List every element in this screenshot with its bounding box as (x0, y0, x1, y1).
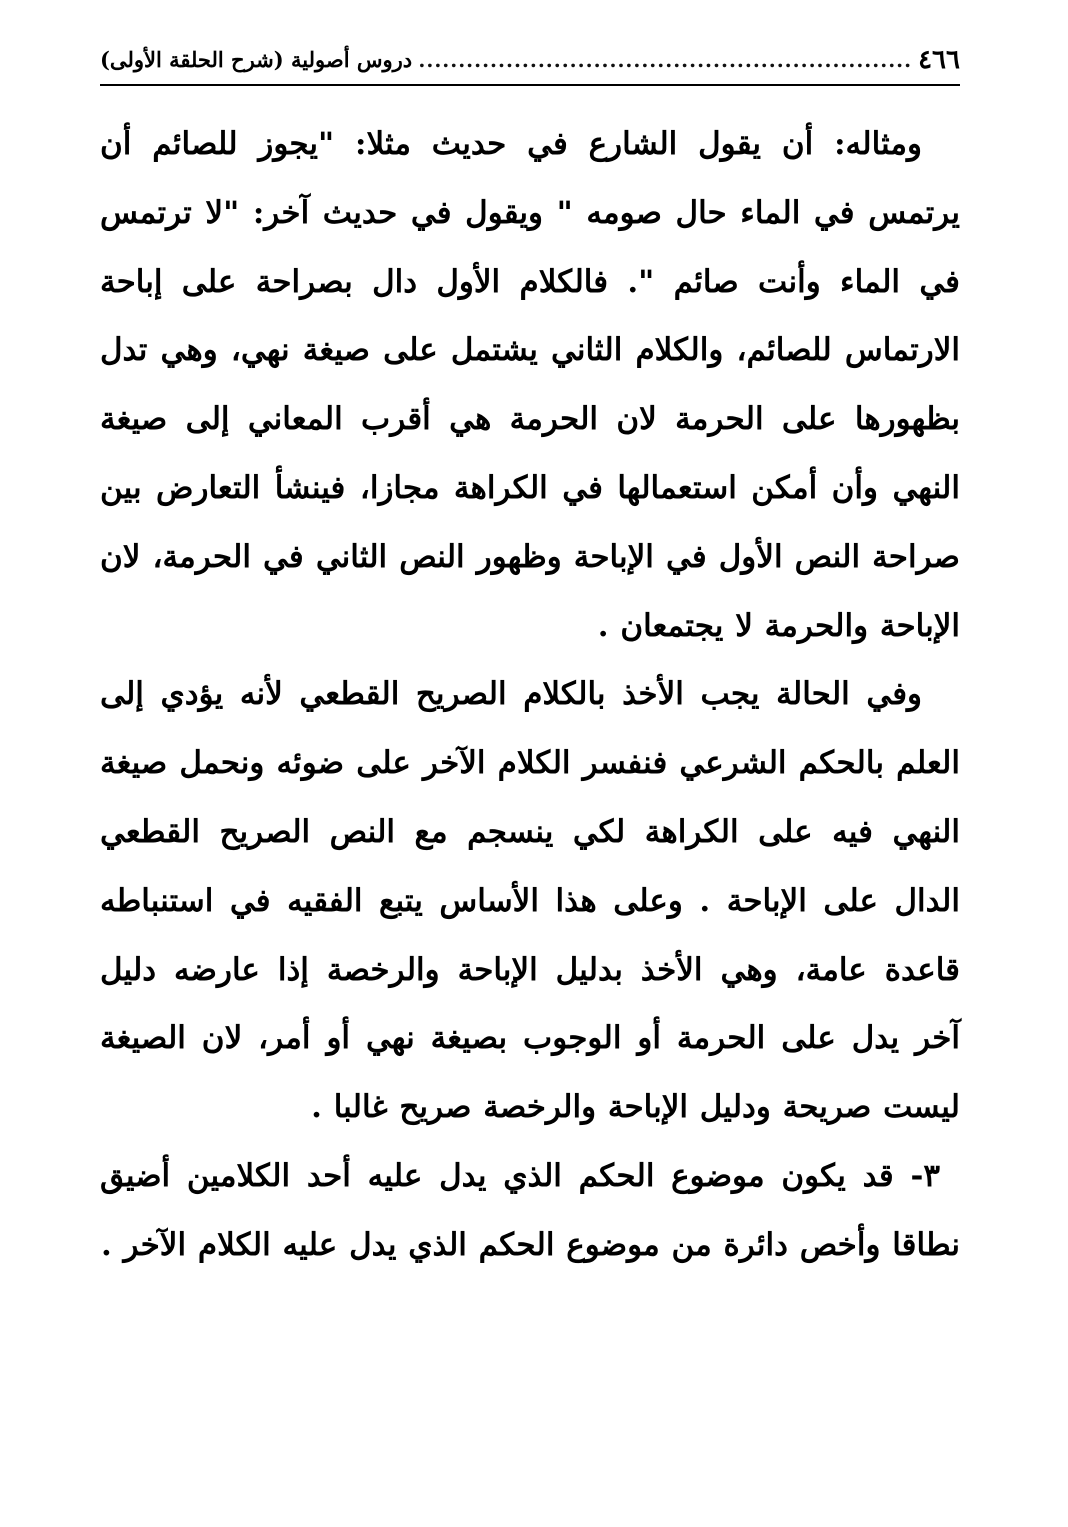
body-text (100, 110, 960, 1280)
paragraph-rule: وفي الحالة يجب الأخذ بالكلام الصريح القطعي لأنه يؤدي إلى العلم بالحكم الشرعي فنفسر الكلام الآخر على ضوئه ونحمل صيغة النهي فيه على الكراهة لكي ينسجم مع النص الصريح القطعي الدال على الإباحة . وعلى هذا الأساس يتبع الفقيه في استنباطه قاعدة عامة، وهي الأخذ بدليل الإباحة والرخصة إذا عارضه دليل آخر يدل على الحرمة أو الوجوب بصيغة نهي أو أمر، لان الصيغة ليست صريحة ودليل الإباحة والرخصة صريح غالبا . (100, 676, 960, 1126)
header-divider (100, 84, 960, 86)
paragraph-point-3: ٣- قد يكون موضوع الحكم الذي يدل عليه أحد الكلامين أضيق نطاقا وأخص دائرة من موضوع الحكم الذي يدل عليه الكلام الآخر . (100, 1157, 960, 1263)
paragraph-example: ومثاله: أن يقول الشارع في حديث مثلا: "يجوز للصائم أن يرتمس في الماء حال صومه " ويقول في حديث آخر: "لا ترتمس في الماء وأنت صائم ". فالكلام الأول دال بصراحة على إباحة الارتماس للصائم، والكلام الثاني يشتمل على صيغة نهي، وهي تدل بظهورها على الحرمة لان الحرمة هي أقرب المعاني إلى صيغة النهي وأن أمكن استعمالها في الكراهة مجازا، فينشأ التعارض بين صراحة النص الأول في الإباحة وظهور النص الثاني في الحرمة، لان الإباحة والحرمة لا يجتمعان . (100, 126, 960, 644)
running-title: دروس أصولية (شرح الحلقة الأولى) (100, 47, 413, 72)
page-header (100, 38, 960, 82)
header-dot-leader (416, 40, 912, 80)
page-number: ٤٦٦ (918, 45, 960, 75)
